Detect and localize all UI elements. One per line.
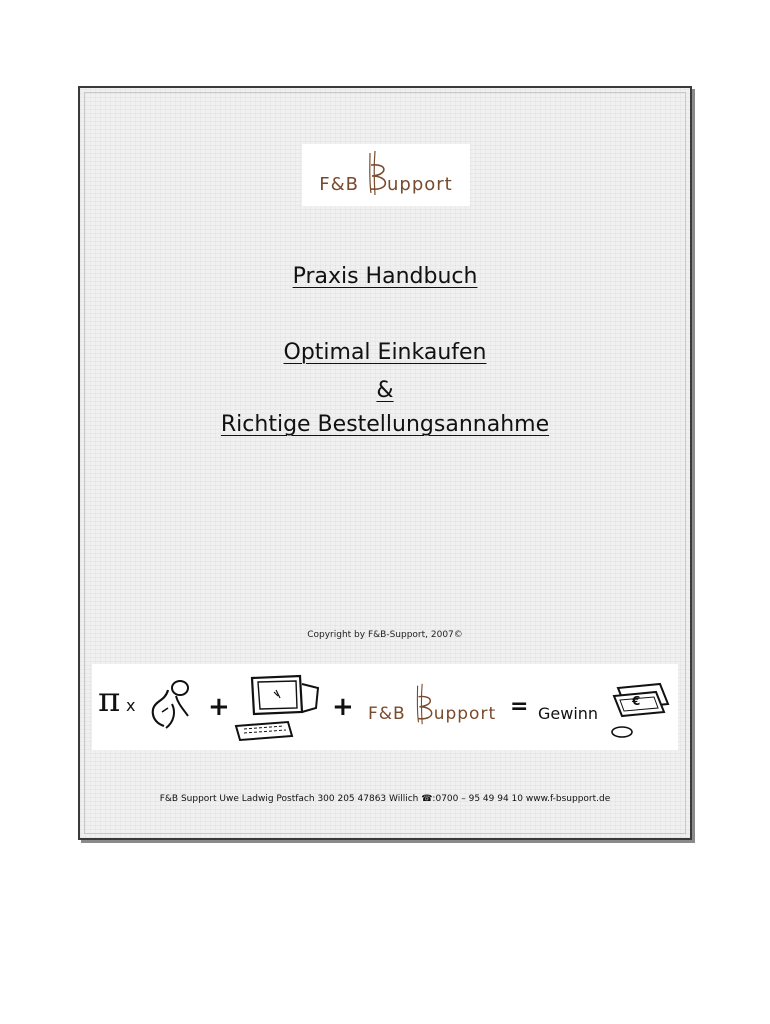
- euro-sign: €: [632, 694, 641, 708]
- title-praxis-handbuch: Praxis Handbuch: [292, 264, 478, 289]
- banner-dollar-b-icon: [412, 688, 436, 724]
- result-gewinn: Gewinn: [538, 704, 599, 723]
- title-bestellungsannahme: Richtige Bestellungsannahme: [220, 412, 550, 437]
- money-bills-icon: [608, 678, 670, 746]
- title-optimal-einkaufen: Optimal Einkaufen: [283, 340, 487, 365]
- times-sign: x: [126, 696, 136, 715]
- logo-fb-text: F&B: [319, 174, 359, 195]
- logo-wordmark: [319, 155, 452, 195]
- document-page: [78, 86, 692, 840]
- banner-support-text: upport: [433, 704, 497, 724]
- banner-brand: [368, 688, 496, 724]
- banner-fb-text: F&B: [368, 704, 406, 724]
- logo-support-text: upport: [387, 174, 453, 195]
- copyright-notice: Copyright by F&B-Support, 2007©: [307, 630, 463, 640]
- equation-banner: [92, 664, 678, 750]
- logo-dollar-b-icon: [365, 155, 389, 195]
- plus-sign-1: +: [208, 692, 230, 722]
- thinking-head-icon: [144, 676, 196, 742]
- plus-sign-2: +: [332, 692, 354, 722]
- equals-sign: =: [510, 694, 529, 719]
- computer-icon: [232, 672, 324, 746]
- footer-contact: F&B Support Uwe Ladwig Postfach 300 205 47863 Willich ☎:0700 – 95 49 94 10 www.f-bsupport.de: [159, 794, 611, 804]
- fb-support-logo: [302, 144, 470, 206]
- pi-symbol: π: [98, 680, 121, 720]
- title-ampersand: &: [376, 378, 394, 403]
